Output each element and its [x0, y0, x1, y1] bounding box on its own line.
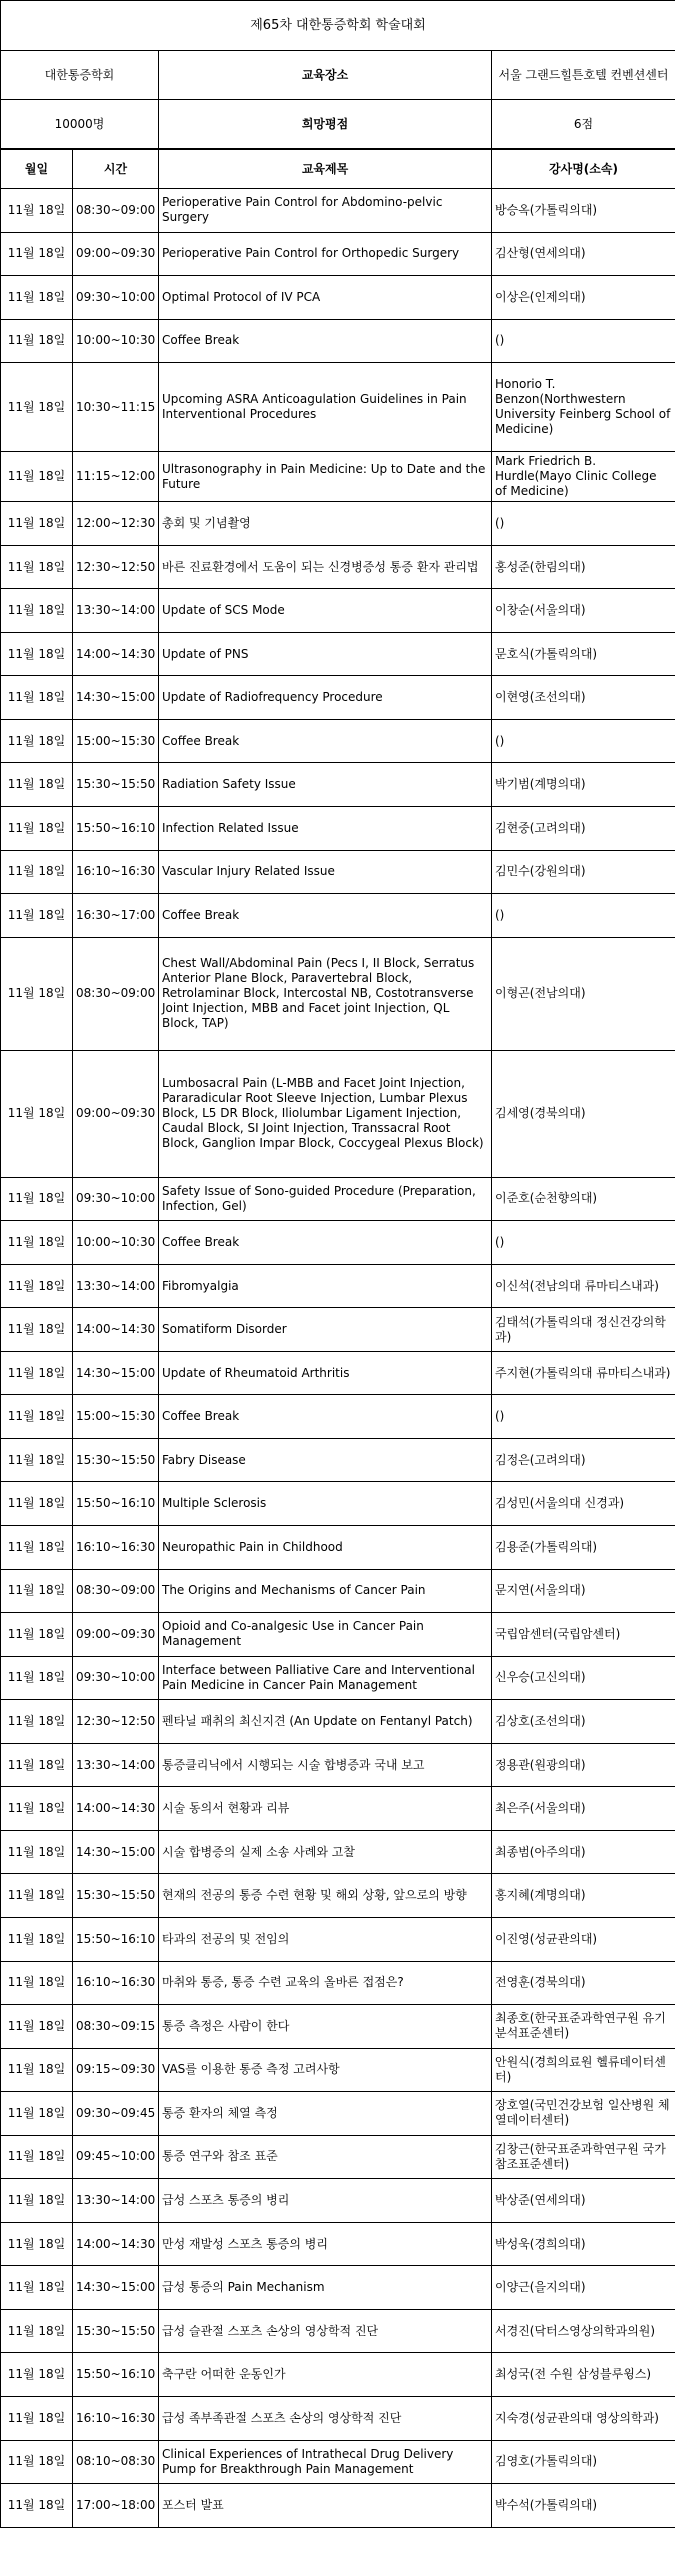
session-time: 09:00~09:30: [73, 1050, 159, 1177]
session-speaker: 서경진(닥터스영상의학과의원): [492, 2309, 675, 2353]
session-speaker: (): [492, 894, 675, 938]
session-title: Opioid and Co-analgesic Use in Cancer Pain Management: [159, 1613, 492, 1657]
session-speaker: (): [492, 719, 675, 763]
session-date: 11월 18일: [1, 632, 73, 676]
session-speaker: 김산형(연세의대): [492, 232, 675, 276]
table-row: [1, 1482, 675, 1526]
session-date: 11월 18일: [1, 363, 73, 452]
session-time: 09:00~09:30: [73, 232, 159, 276]
session-title: 급성 스포츠 통증의 병리: [159, 2179, 492, 2223]
session-time: 16:10~16:30: [73, 2396, 159, 2440]
session-time: 15:30~15:50: [73, 1438, 159, 1482]
session-speaker: 김정은(고려의대): [492, 1438, 675, 1482]
session-title: Optimal Protocol of IV PCA: [159, 276, 492, 320]
table-row: [1, 1874, 675, 1918]
info-row-2: [1, 100, 675, 149]
table-row: [1, 807, 675, 851]
session-date: 11월 18일: [1, 1613, 73, 1657]
session-speaker: 안원식(경희의료원 헬류데이터센터): [492, 2048, 675, 2092]
session-speaker: 박성욱(경희의대): [492, 2222, 675, 2266]
session-time: 09:00~09:30: [73, 1613, 159, 1657]
session-table: [0, 149, 675, 2528]
session-date: 11월 18일: [1, 276, 73, 320]
session-speaker: 신우승(고신의대): [492, 1656, 675, 1700]
table-row: [1, 2179, 675, 2223]
session-time: 09:30~10:00: [73, 276, 159, 320]
session-date: 11월 18일: [1, 1438, 73, 1482]
session-speaker: 지숙경(성균관의대 영상의학과): [492, 2396, 675, 2440]
session-date: 11월 18일: [1, 1961, 73, 2005]
table-row: [1, 1743, 675, 1787]
session-time: 16:10~16:30: [73, 1961, 159, 2005]
session-speaker: 이준호(순천향의대): [492, 1177, 675, 1221]
header-row: [1, 150, 675, 189]
session-title: Update of SCS Mode: [159, 589, 492, 633]
table-row: [1, 763, 675, 807]
session-date: 11월 18일: [1, 1874, 73, 1918]
table-row: [1, 2396, 675, 2440]
session-speaker: 국립암센터(국립암센터): [492, 1613, 675, 1657]
session-title: 펜타닐 패취의 최신지견 (An Update on Fentanyl Patch): [159, 1700, 492, 1744]
venue-label-text: 교육장소: [301, 67, 349, 82]
session-time: 13:30~14:00: [73, 2179, 159, 2223]
session-date: 11월 18일: [1, 2048, 73, 2092]
session-date: 11월 18일: [1, 232, 73, 276]
table-row: [1, 850, 675, 894]
table-row: [1, 1395, 675, 1439]
session-title: Ultrasonography in Pain Medicine: Up to Date and the Future: [159, 452, 492, 502]
session-date: 11월 18일: [1, 2005, 73, 2049]
session-time: 08:30~09:00: [73, 1569, 159, 1613]
session-time: 17:00~18:00: [73, 2484, 159, 2528]
session-time: 14:00~14:30: [73, 632, 159, 676]
session-time: 10:00~10:30: [73, 319, 159, 363]
table-row: [1, 1526, 675, 1570]
session-date: 11월 18일: [1, 1526, 73, 1570]
session-title: Somatiform Disorder: [159, 1308, 492, 1352]
session-title: Lumbosacral Pain (L-MBB and Facet Joint Injection, Pararadicular Root Sleeve Injection, Lumbar Plexus Block, L5 DR Block, Iliolumbar Ligament Injection, Caudal Block, SI Joint Injection, Transsacral Root Block, Ganglion Impar Block, Coccygeal Plexus Block): [159, 1050, 492, 1177]
table-row: [1, 276, 675, 320]
session-speaker: 이진영(성균관의대): [492, 1917, 675, 1961]
table-row: [1, 1613, 675, 1657]
session-title: 시술 동의서 현황과 리뷰: [159, 1787, 492, 1831]
session-time: 09:45~10:00: [73, 2135, 159, 2179]
session-date: 11월 18일: [1, 2135, 73, 2179]
session-date: 11월 18일: [1, 1264, 73, 1308]
session-title: 통증 연구와 참조 표준: [159, 2135, 492, 2179]
session-title: Safety Issue of Sono-guided Procedure (Preparation, Infection, Gel): [159, 1177, 492, 1221]
session-date: 11월 18일: [1, 1787, 73, 1831]
session-time: 10:30~11:15: [73, 363, 159, 452]
session-title: Vascular Injury Related Issue: [159, 850, 492, 894]
table-row: [1, 2353, 675, 2397]
session-time: 11:15~12:00: [73, 452, 159, 502]
table-row: [1, 1177, 675, 1221]
session-date: 11월 18일: [1, 1221, 73, 1265]
table-row: [1, 2484, 675, 2528]
session-speaker: 박수석(가톨릭의대): [492, 2484, 675, 2528]
schedule-table: [0, 0, 675, 149]
session-title: Chest Wall/Abdominal Pain (Pecs I, II Block, Serratus Anterior Plane Block, Paravertebral Block, Retrolaminar Block, Intercostal NB, Costotransverse Joint Injection, MBB and Facet joint Injection, QL Block, TAP): [159, 937, 492, 1050]
table-row: [1, 1700, 675, 1744]
session-date: 11월 18일: [1, 1917, 73, 1961]
session-title: 급성 족부족관절 스포츠 손상의 영상학적 진단: [159, 2396, 492, 2440]
table-row: [1, 502, 675, 546]
session-speaker: 김태석(가톨릭의대 정신건강의학과): [492, 1308, 675, 1352]
session-time: 12:00~12:30: [73, 502, 159, 546]
table-row: [1, 632, 675, 676]
session-speaker: 김현중(고려의대): [492, 807, 675, 851]
session-date: 11월 18일: [1, 2266, 73, 2310]
session-speaker: 김상호(조선의대): [492, 1700, 675, 1744]
table-row: [1, 545, 675, 589]
session-time: 08:10~08:30: [73, 2440, 159, 2484]
session-title: Upcoming ASRA Anticoagulation Guidelines in Pain Interventional Procedures: [159, 363, 492, 452]
table-row: [1, 589, 675, 633]
session-title: Fibromyalgia: [159, 1264, 492, 1308]
session-time: 15:00~15:30: [73, 719, 159, 763]
table-row: [1, 363, 675, 452]
session-speaker: 김세영(경북의대): [492, 1050, 675, 1177]
table-row: [1, 2222, 675, 2266]
session-title: 마취와 통증, 통증 수련 교육의 올바른 접점은?: [159, 1961, 492, 2005]
session-title: The Origins and Mechanisms of Cancer Pain: [159, 1569, 492, 1613]
session-date: 11월 18일: [1, 894, 73, 938]
session-speaker: 정용관(원광의대): [492, 1743, 675, 1787]
session-title: Fabry Disease: [159, 1438, 492, 1482]
table-row: [1, 189, 675, 233]
session-time: 13:30~14:00: [73, 1264, 159, 1308]
table-row: [1, 2440, 675, 2484]
session-speaker: (): [492, 1221, 675, 1265]
session-time: 10:00~10:30: [73, 1221, 159, 1265]
table-row: [1, 1221, 675, 1265]
table-row: [1, 1917, 675, 1961]
session-title: 급성 슬관절 스포츠 손상의 영상학적 진단: [159, 2309, 492, 2353]
session-date: 11월 18일: [1, 189, 73, 233]
session-title: Coffee Break: [159, 719, 492, 763]
venue-value: 서울 그랜드힐튼호텔 컨벤션센터: [492, 51, 675, 100]
session-time: 13:30~14:00: [73, 589, 159, 633]
session-speaker: 김용준(가톨릭의대): [492, 1526, 675, 1570]
session-time: 14:00~14:30: [73, 1308, 159, 1352]
session-time: 14:00~14:30: [73, 1787, 159, 1831]
session-time: 08:30~09:15: [73, 2005, 159, 2049]
info-row-1: [1, 51, 675, 100]
session-date: 11월 18일: [1, 2222, 73, 2266]
table-row: [1, 1351, 675, 1395]
session-title: Radiation Safety Issue: [159, 763, 492, 807]
session-time: 15:30~15:50: [73, 1874, 159, 1918]
session-time: 15:50~16:10: [73, 2353, 159, 2397]
venue-label: [159, 51, 492, 100]
session-title: Coffee Break: [159, 894, 492, 938]
table-row: [1, 2266, 675, 2310]
session-time: 09:30~10:00: [73, 1656, 159, 1700]
session-time: 16:10~16:30: [73, 1526, 159, 1570]
session-time: 14:00~14:30: [73, 2222, 159, 2266]
session-date: 11월 18일: [1, 545, 73, 589]
session-title: Multiple Sclerosis: [159, 1482, 492, 1526]
session-speaker: 최은주(서울의대): [492, 1787, 675, 1831]
credits-value: 6점: [492, 100, 675, 149]
session-speaker: 이형곤(전남의대): [492, 937, 675, 1050]
session-date: 11월 18일: [1, 2179, 73, 2223]
attendees-cell: 10000명: [1, 100, 159, 149]
session-date: 11월 18일: [1, 1482, 73, 1526]
page-title: 제65차 대한통증학회 학술대회: [1, 1, 675, 51]
session-speaker: 방승옥(가톨릭의대): [492, 189, 675, 233]
session-title: 만성 재발성 스포츠 통증의 병리: [159, 2222, 492, 2266]
session-time: 15:30~15:50: [73, 2309, 159, 2353]
table-row: [1, 1787, 675, 1831]
table-row: [1, 232, 675, 276]
session-date: 11월 18일: [1, 1177, 73, 1221]
session-time: 16:10~16:30: [73, 850, 159, 894]
session-time: 09:30~09:45: [73, 2092, 159, 2136]
session-title: Clinical Experiences of Intrathecal Drug Delivery Pump for Breakthrough Pain Management: [159, 2440, 492, 2484]
session-date: 11월 18일: [1, 719, 73, 763]
column-header-speaker: 강사명(소속): [492, 150, 675, 189]
table-row: [1, 1961, 675, 2005]
table-row: [1, 1830, 675, 1874]
session-date: 11월 18일: [1, 1050, 73, 1177]
session-time: 14:30~15:00: [73, 1351, 159, 1395]
session-title: Coffee Break: [159, 1395, 492, 1439]
session-title: Neuropathic Pain in Childhood: [159, 1526, 492, 1570]
session-date: 11월 18일: [1, 319, 73, 363]
session-speaker: (): [492, 1395, 675, 1439]
session-time: 15:50~16:10: [73, 1917, 159, 1961]
session-time: 14:30~15:00: [73, 1830, 159, 1874]
credits-label: 희망평점: [159, 100, 492, 149]
table-row: [1, 2048, 675, 2092]
table-row: [1, 2135, 675, 2179]
session-title: 현재의 전공의 통증 수련 현황 및 해외 상황, 앞으로의 방향: [159, 1874, 492, 1918]
session-speaker: 김창근(한국표준과학연구원 국가참조표준센터): [492, 2135, 675, 2179]
column-header-title: 교육제목: [159, 150, 492, 189]
session-speaker: 최성국(전 수원 삼성블루윙스): [492, 2353, 675, 2397]
session-speaker: 최종범(아주의대): [492, 1830, 675, 1874]
session-title: 통증 환자의 체열 측정: [159, 2092, 492, 2136]
table-row: [1, 452, 675, 502]
session-time: 09:15~09:30: [73, 2048, 159, 2092]
session-speaker: Honorio T. Benzon(Northwestern University Feinberg School of Medicine): [492, 363, 675, 452]
session-speaker: 최종호(한국표준과학연구원 유기분석표준센터): [492, 2005, 675, 2049]
session-date: 11월 18일: [1, 1830, 73, 1874]
session-time: 13:30~14:00: [73, 1743, 159, 1787]
session-speaker: 이상은(인제의대): [492, 276, 675, 320]
session-title: VAS를 이용한 통증 측정 고려사항: [159, 2048, 492, 2092]
session-speaker: 김성민(서울의대 신경과): [492, 1482, 675, 1526]
session-date: 11월 18일: [1, 2396, 73, 2440]
table-row: [1, 1050, 675, 1177]
table-row: [1, 894, 675, 938]
session-time: 15:30~15:50: [73, 763, 159, 807]
session-date: 11월 18일: [1, 676, 73, 720]
session-title: Update of PNS: [159, 632, 492, 676]
table-row: [1, 2309, 675, 2353]
session-date: 11월 18일: [1, 1743, 73, 1787]
session-title: 축구란 어떠한 운동인가: [159, 2353, 492, 2397]
table-row: [1, 937, 675, 1050]
session-speaker: 홍지혜(계명의대): [492, 1874, 675, 1918]
session-title: 통증클리닉에서 시행되는 시술 합병증과 국내 보고: [159, 1743, 492, 1787]
table-row: [1, 1264, 675, 1308]
session-speaker: (): [492, 319, 675, 363]
session-speaker: 전영훈(경북의대): [492, 1961, 675, 2005]
session-time: 12:30~12:50: [73, 545, 159, 589]
column-header-time: 시간: [73, 150, 159, 189]
session-date: 11월 18일: [1, 2484, 73, 2528]
session-date: 11월 18일: [1, 1569, 73, 1613]
session-date: 11월 18일: [1, 1700, 73, 1744]
session-title: Coffee Break: [159, 319, 492, 363]
session-date: 11월 18일: [1, 937, 73, 1050]
session-time: 15:00~15:30: [73, 1395, 159, 1439]
session-title: 통증 측정은 사람이 한다: [159, 2005, 492, 2049]
session-title: Infection Related Issue: [159, 807, 492, 851]
session-title: 총회 및 기념촬영: [159, 502, 492, 546]
session-date: 11월 18일: [1, 2353, 73, 2397]
session-title: Interface between Palliative Care and Interventional Pain Medicine in Cancer Pain Management: [159, 1656, 492, 1700]
session-time: 12:30~12:50: [73, 1700, 159, 1744]
session-time: 15:50~16:10: [73, 1482, 159, 1526]
session-title: Coffee Break: [159, 1221, 492, 1265]
session-date: 11월 18일: [1, 2309, 73, 2353]
session-speaker: 주지현(가톨릭의대 류마티스내과): [492, 1351, 675, 1395]
table-row: [1, 676, 675, 720]
session-title: Perioperative Pain Control for Abdomino-pelvic Surgery: [159, 189, 492, 233]
column-header-date: 월일: [1, 150, 73, 189]
table-row: [1, 1308, 675, 1352]
session-title: Perioperative Pain Control for Orthopedic Surgery: [159, 232, 492, 276]
host-cell: 대한통증학회: [1, 51, 159, 100]
session-date: 11월 18일: [1, 589, 73, 633]
table-row: [1, 2092, 675, 2136]
session-title: Update of Rheumatoid Arthritis: [159, 1351, 492, 1395]
session-title: 타과의 전공의 및 전임의: [159, 1917, 492, 1961]
table-row: [1, 1569, 675, 1613]
session-speaker: Mark Friedrich B. Hurdle(Mayo Clinic College of Medicine): [492, 452, 675, 502]
session-rows: [1, 189, 675, 2528]
session-date: 11월 18일: [1, 502, 73, 546]
session-time: 14:30~15:00: [73, 2266, 159, 2310]
session-time: 14:30~15:00: [73, 676, 159, 720]
session-speaker: 이창순(서울의대): [492, 589, 675, 633]
session-title: 포스터 발표: [159, 2484, 492, 2528]
table-row: [1, 1656, 675, 1700]
session-speaker: 이현영(조선의대): [492, 676, 675, 720]
session-speaker: 이신석(전남의대 류마티스내과): [492, 1264, 675, 1308]
session-date: 11월 18일: [1, 2440, 73, 2484]
session-speaker: 이양근(을지의대): [492, 2266, 675, 2310]
session-date: 11월 18일: [1, 850, 73, 894]
table-row: [1, 719, 675, 763]
session-date: 11월 18일: [1, 452, 73, 502]
session-date: 11월 18일: [1, 1656, 73, 1700]
session-time: 08:30~09:00: [73, 937, 159, 1050]
session-title: Update of Radiofrequency Procedure: [159, 676, 492, 720]
table-row: [1, 1438, 675, 1482]
session-speaker: 박기범(계명의대): [492, 763, 675, 807]
session-title: 시술 합병증의 실제 소송 사례와 고찰: [159, 1830, 492, 1874]
session-speaker: 문지연(서울의대): [492, 1569, 675, 1613]
session-time: 16:30~17:00: [73, 894, 159, 938]
session-title: 급성 통증의 Pain Mechanism: [159, 2266, 492, 2310]
session-date: 11월 18일: [1, 2092, 73, 2136]
session-date: 11월 18일: [1, 1351, 73, 1395]
session-date: 11월 18일: [1, 763, 73, 807]
session-date: 11월 18일: [1, 1308, 73, 1352]
session-date: 11월 18일: [1, 807, 73, 851]
session-time: 09:30~10:00: [73, 1177, 159, 1221]
session-time: 08:30~09:00: [73, 189, 159, 233]
session-speaker: 문호식(가톨릭의대): [492, 632, 675, 676]
session-date: 11월 18일: [1, 1395, 73, 1439]
session-speaker: 장호열(국민건강보험 일산병원 체열데이터센터): [492, 2092, 675, 2136]
session-speaker: 김민수(강원의대): [492, 850, 675, 894]
session-speaker: 박상준(연세의대): [492, 2179, 675, 2223]
session-speaker: (): [492, 502, 675, 546]
title-row: [1, 1, 675, 51]
session-title: 바른 진료환경에서 도움이 되는 신경병증성 통증 환자 관리법: [159, 545, 492, 589]
table-row: [1, 2005, 675, 2049]
session-speaker: 김영호(가톨릭의대): [492, 2440, 675, 2484]
session-speaker: 홍성준(한림의대): [492, 545, 675, 589]
table-row: [1, 319, 675, 363]
session-time: 15:50~16:10: [73, 807, 159, 851]
